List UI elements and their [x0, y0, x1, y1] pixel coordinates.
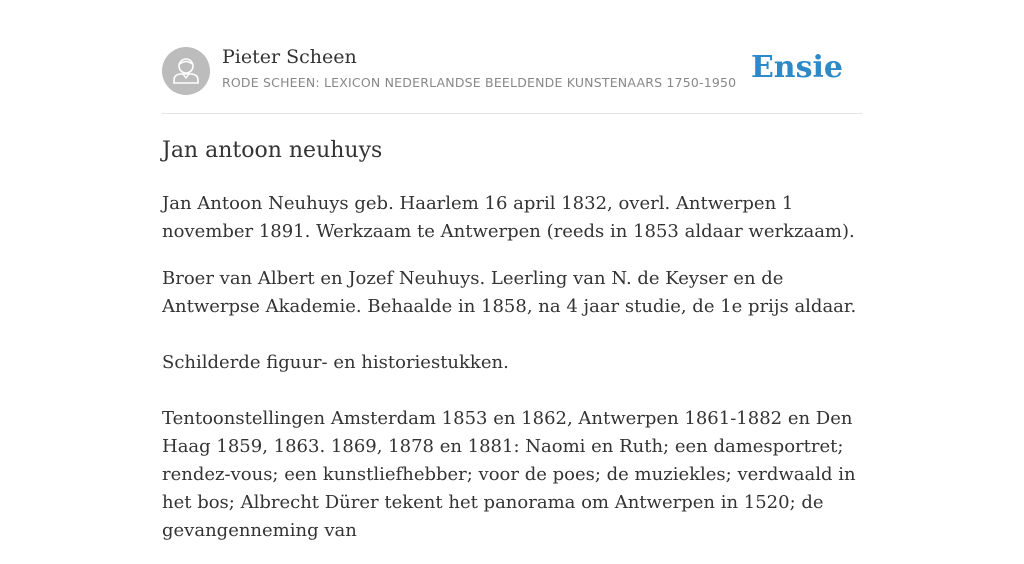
paragraph-3: Schilderde figuur- en historiestukken. — [162, 352, 509, 373]
page-container — [162, 0, 862, 541]
paragraph-2: Broer van Albert en Jozef Neuhuys. Leerling van N. de Keyser en de Antwerpse Akademie. Behaalde in 1858, na 4 jaar studie, de 1e prijs aldaar. — [162, 268, 857, 317]
brand-logo[interactable]: Ensie — [750, 50, 843, 85]
article-header — [162, 0, 862, 114]
source-title[interactable]: RODE SCHEEN: LEXICON NEDERLANDSE BEELDENDE KUNSTENAARS 1750-1950 — [222, 75, 737, 90]
author-avatar[interactable] — [162, 47, 210, 95]
author-name[interactable]: Pieter Scheen — [222, 46, 357, 68]
article-body — [162, 190, 862, 564]
user-icon — [162, 47, 210, 95]
paragraph-4: Tentoonstellingen Amsterdam 1853 en 1862, Antwerpen 1861-1882 en Den Haag 1859, 1863. 1869, 1878 en 1881: Naomi en Ruth; een damesportret; rendez-vous; een kunstliefhebber; voor de poes; de muziekles; verdwaald in het bos; Albrecht Dürer tekent het panorama om Antwerpen in 1520; de gevangenneming van — [162, 408, 856, 541]
paragraph-1: Jan Antoon Neuhuys geb. Haarlem 16 april 1832, overl. Antwerpen 1 november 1891. Werkzaam te Antwerpen (reeds in 1853 aldaar werkzaam). — [162, 193, 855, 242]
article-title: Jan antoon neuhuys — [162, 138, 383, 163]
